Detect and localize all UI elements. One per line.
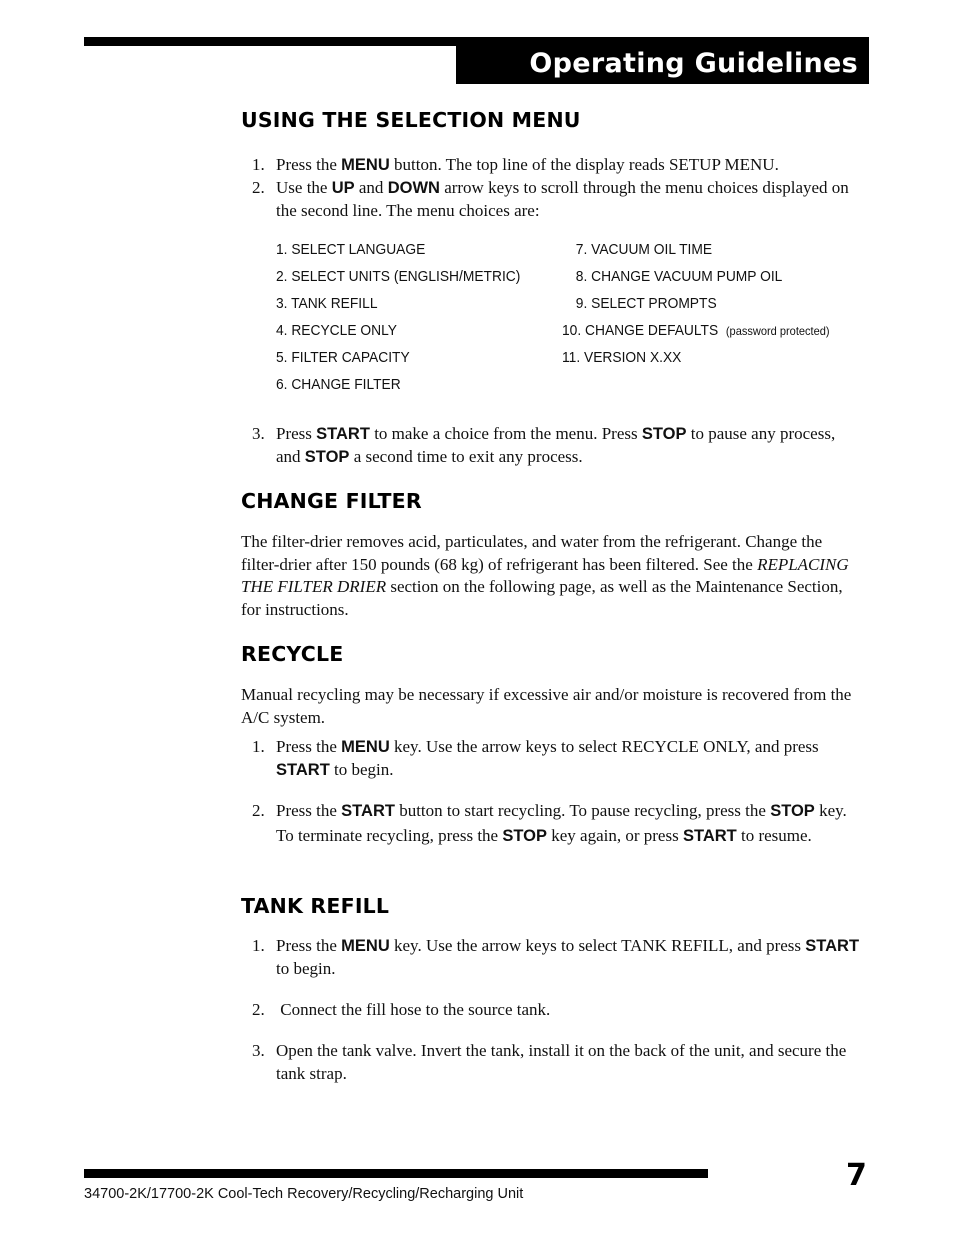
menu-key: MENU [341, 937, 390, 955]
menu-key: MENU [341, 156, 390, 174]
start-key: START [341, 802, 395, 820]
start-key: START [682, 826, 737, 845]
heading-recycle: RECYCLE [241, 642, 344, 666]
heading-tank-refill: TANK REFILL [241, 894, 390, 918]
menu-choice: 3. TANK REFILL [276, 295, 378, 312]
menu-choice: 1. SELECT LANGUAGE [276, 241, 426, 258]
selection-step-2: 2. Use the UP and DOWN arrow keys to scroll through the menu choices displayed on the second line. The menu choices are: [252, 178, 849, 220]
menu-choice: 5. FILTER CAPACITY [276, 349, 410, 366]
password-note: (password protected) [725, 324, 830, 338]
selection-step-3: 3. Press START to make a choice from the menu. Press STOP to pause any process, and STOP a second time to exit any process. [252, 424, 836, 466]
menu-choice: 11. VERSION X.XX [562, 349, 682, 366]
menu-choice: 8. CHANGE VACUUM PUMP OIL [575, 268, 783, 285]
change-filter-paragraph: The filter-drier removes acid, particulates, and water from the refrigerant. Change the filter-drier after 150 pounds (68 kg) of refrigerant has been filtered. See the REPLACING THE FILTER DRIER section on the following page, as well as the Maintenance Section, for instructions. [241, 532, 849, 619]
page-number: 7 [846, 1158, 867, 1193]
menu-choices-left [276, 240, 520, 402]
up-key: UP [331, 179, 355, 197]
stop-key: STOP [770, 802, 815, 820]
stop-key: STOP [641, 425, 687, 443]
down-key: DOWN [387, 179, 440, 197]
menu-choices-right [562, 240, 830, 375]
recycle-intro: Manual recycling may be necessary if excessive air and/or moisture is recovered from the A/C system. [241, 685, 852, 727]
page-title: Operating Guidelines [529, 48, 858, 79]
heading-selection-menu: USING THE SELECTION MENU [241, 108, 581, 132]
start-key: START [276, 760, 330, 779]
header-banner [456, 43, 869, 84]
stop-key: STOP [502, 826, 547, 845]
heading-change-filter: CHANGE FILTER [241, 489, 422, 513]
menu-choice: 4. RECYCLE ONLY [276, 322, 397, 339]
start-key: START [316, 425, 370, 443]
start-key: START [805, 937, 860, 955]
menu-choice: 10. CHANGE DEFAULTS (password protected) [562, 322, 830, 339]
recycle-step-2: 2. Press the START button to start recycling. To pause recycling, press the STOP key. To terminate recycling, press the STOP key again, or press START to resume. [252, 801, 847, 845]
menu-choice: 2. SELECT UNITS (ENGLISH/METRIC) [276, 268, 521, 285]
menu-choice: 9. SELECT PROMPTS [575, 295, 717, 312]
selection-step-1: 1. Press the MENU button. The top line of the display reads SETUP MENU. [252, 155, 779, 174]
tank-step-1: 1. Press the MENU key. Use the arrow keys to select TANK REFILL, and press START to begin. [252, 936, 860, 978]
stop-key: STOP [304, 447, 350, 466]
menu-choice: 7. VACUUM OIL TIME [575, 241, 713, 258]
recycle-step-1: 1. Press the MENU key. Use the arrow keys to select RECYCLE ONLY, and press START to begin. [252, 737, 819, 779]
menu-key: MENU [341, 738, 390, 756]
footer-rule [84, 1169, 708, 1178]
tank-step-3: 3. Open the tank valve. Invert the tank, install it on the back of the unit, and secure the tank strap. [252, 1041, 847, 1083]
menu-choice: 6. CHANGE FILTER [276, 376, 401, 393]
footer-text: 34700-2K/17700-2K Cool-Tech Recovery/Recycling/Recharging Unit [84, 1186, 524, 1202]
tank-step-2: 2. Connect the fill hose to the source tank. [252, 1000, 551, 1019]
